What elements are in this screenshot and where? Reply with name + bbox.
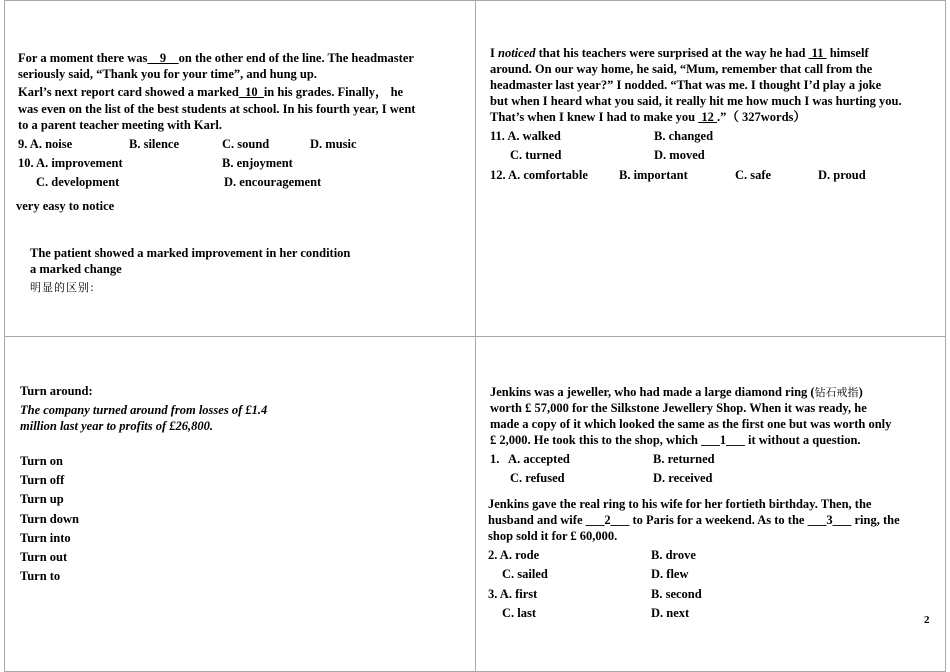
phrase-item: Turn out — [20, 550, 68, 564]
p1-line-4: was even on the list of the best students at school. In his fourth year, I went — [18, 102, 416, 116]
turn-around-heading: Turn around: — [20, 384, 93, 398]
q2-option-b: B. drove — [651, 548, 696, 562]
p1-line-1: For a moment there was 9 on the other end of the line. The headmaster — [18, 51, 414, 65]
blank-10: 10 — [238, 85, 264, 99]
q11-option-c: C. turned — [510, 148, 562, 162]
p2-line-4: but when I heard what you said, it really hit me how much I was hurting you. — [490, 94, 902, 108]
q1-option-b: B. returned — [653, 452, 715, 466]
phrase-item: Turn into — [20, 531, 71, 545]
q11-option-a: 11. A. walked — [490, 129, 561, 143]
p1-line-5: to a parent teacher meeting with Karl. — [18, 118, 223, 132]
p1-line-3: Karl’s next report card showed a marked 10 in his grades. Finally， he — [18, 85, 404, 99]
turn-around-example-2: million last year to profits of £26,800. — [20, 419, 214, 433]
q1-option-d: D. received — [653, 471, 713, 485]
q10-option-b: B. enjoyment — [222, 156, 293, 170]
blank-9: 9 — [147, 51, 179, 65]
q12-option-b: B. important — [619, 168, 688, 182]
p2-line-5: That’s when I knew I had to make you 12 .”（ 327words） — [490, 110, 806, 124]
p4-line-4: £ 2,000. He took this to the shop, which ___1___ it without a question. — [490, 433, 861, 447]
q9-option-a: 9. A. noise — [18, 137, 73, 151]
q10-option-a: 10. A. improvement — [18, 156, 123, 170]
q2-option-d: D. flew — [651, 567, 689, 581]
p4-line-1: Jenkins was a jeweller, who had made a large diamond ring (钻石戒指) — [490, 385, 863, 399]
q1-option-c: C. refused — [510, 471, 565, 485]
note-easy-to-notice: very easy to notice — [16, 199, 115, 213]
phrase-item: Turn to — [20, 569, 61, 583]
blank-1: ___1___ — [701, 433, 745, 447]
p4-line-3: made a copy of it which looked the same as the first one but was worth only — [490, 417, 892, 431]
phrase-item: Turn on — [20, 454, 63, 468]
q3-option-d: D. next — [651, 606, 690, 620]
note-chinese: 明显的区别: — [30, 281, 95, 294]
page-number: 2 — [924, 614, 930, 626]
blank-3: ___3___ — [807, 513, 852, 527]
phrase-item: Turn up — [20, 492, 64, 506]
q1-option-a: 1. A. accepted — [490, 452, 570, 466]
blank-2: ___2___ — [585, 513, 630, 527]
p4-line-2: worth £ 57,000 for the Silkstone Jewellery Shop. When it was ready, he — [490, 401, 867, 415]
blank-12: 12 — [698, 110, 718, 124]
q9-option-d: D. music — [310, 137, 357, 151]
p2-line-2: around. On our way home, he said, “Mum, remember that call from the — [490, 62, 873, 76]
phrase-item: Turn off — [20, 473, 65, 487]
p4-mid-line-2: husband and wife ___2___ to Paris for a weekend. As to the ___3___ ring, the — [488, 513, 900, 527]
p4-mid-line-1: Jenkins gave the real ring to his wife for her fortieth birthday. Then, the — [488, 497, 872, 511]
phrase-item: Turn down — [20, 512, 79, 526]
q11-option-d: D. moved — [654, 148, 705, 162]
q9-option-b: B. silence — [129, 137, 179, 151]
blank-11: 11 — [808, 46, 827, 60]
p1-line-2: seriously said, “Thank you for your time”, and hung up. — [18, 67, 317, 81]
q12-option-c: C. safe — [735, 168, 772, 182]
q9-option-c: C. sound — [222, 137, 270, 151]
q10-option-c: C. development — [36, 175, 120, 189]
q11-option-b: B. changed — [654, 129, 714, 143]
q10-option-d: D. encouragement — [224, 175, 322, 189]
q3-option-c: C. last — [502, 606, 537, 620]
p4-mid-line-3: shop sold it for £ 60,000. — [488, 529, 618, 543]
q2-option-a: 2. A. rode — [488, 548, 540, 562]
turn-around-example-1: The company turned around from losses of £1.4 — [20, 403, 268, 417]
q12-option-a: 12. A. comfortable — [490, 168, 588, 182]
q3-option-b: B. second — [651, 587, 702, 601]
p2-line-3: headmaster last year?” I nodded. “That was me. I thought I’d play a joke — [490, 78, 882, 92]
note-example-sentence: The patient showed a marked improvement in her condition — [30, 246, 351, 260]
q2-option-c: C. sailed — [502, 567, 548, 581]
q3-option-a: 3. A. first — [488, 587, 538, 601]
note-marked-change: a marked change — [30, 262, 122, 276]
p2-line-1: I noticed that his teachers were surprised at the way he had 11 himself — [490, 46, 869, 60]
q12-option-d: D. proud — [818, 168, 866, 182]
